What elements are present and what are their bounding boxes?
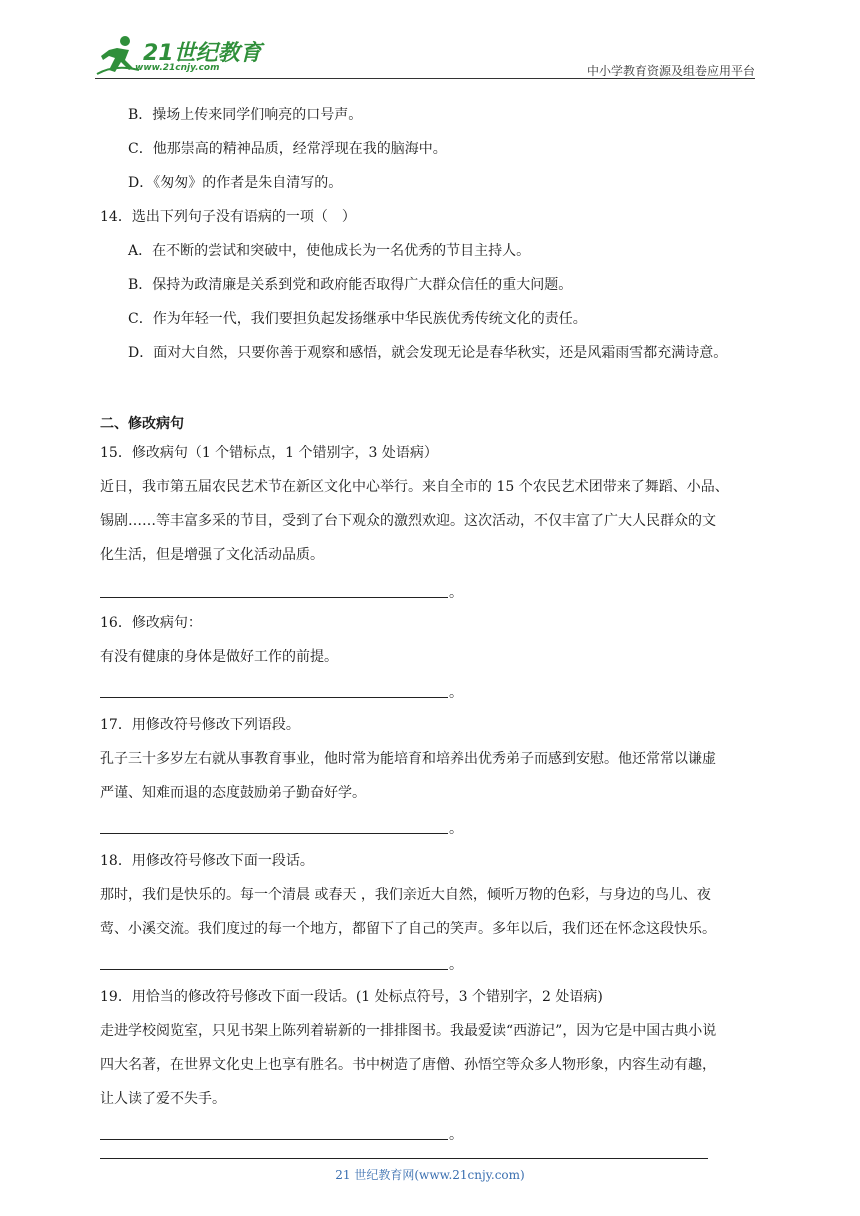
answer-rule — [100, 833, 448, 834]
q16-stem: 16．修改病句： — [100, 615, 202, 631]
platform-name: 中小学教育资源及组卷应用平台 — [586, 64, 755, 78]
q14-option-a: A．在不断的尝试和突破中，使他成长为一名优秀的节目主持人。 — [128, 243, 531, 259]
q14-option-b: B．保持为政清廉是关系到党和政府能否取得广大群众信任的重大问题。 — [128, 277, 573, 293]
answer-period: 。 — [449, 1127, 463, 1143]
q15-stem: 15．修改病句（1 个错标点，1 个错别字，3 处语病） — [100, 445, 438, 461]
answer-rule — [100, 1139, 448, 1140]
q13-option-d: D．《匆匆》的作者是朱自清写的。 — [128, 175, 343, 191]
footer-link[interactable]: 21 世纪教育网(www.21cnjy.com) — [335, 1168, 525, 1182]
answer-rule — [100, 697, 448, 698]
answer-period: 。 — [449, 585, 463, 601]
header-divider — [95, 78, 755, 79]
answer-period: 。 — [449, 957, 463, 973]
site-logo[interactable] — [95, 34, 265, 78]
answer-period: 。 — [449, 821, 463, 837]
q13-option-b: B．操场上传来同学们响亮的口号声。 — [128, 107, 363, 123]
q14-option-d: D．面对大自然，只要你善于观察和感悟，就会发现无论是春华秋实，还是风霜雨雪都充满诗意。 — [128, 345, 728, 361]
q14-option-c: C．作为年轻一代，我们要担负起发扬继承中华民族优秀传统文化的责任。 — [128, 311, 587, 327]
q14-stem: 14．选出下列句子没有语病的一项（ ） — [100, 209, 356, 225]
q19-stem: 19．用恰当的修改符号修改下面一段话。(1 处标点符号，3 个错别字，2 处语病) — [100, 989, 603, 1005]
answer-period: 。 — [449, 685, 463, 701]
q13-option-c: C．他那崇高的精神品质，经常浮现在我的脑海中。 — [128, 141, 447, 157]
q15-text-line: 近日，我市第五届农民艺术节在新区文化中心举行。来自全市的 15 个农民艺术团带来了舞蹈、小品、 — [100, 479, 729, 495]
q18-text-line: 那时，我们是快乐的。每一个清晨 或春天 ，我们亲近大自然，倾听万物的色彩，与身边的鸟儿、夜 — [100, 887, 711, 903]
logo-url: www.21cnjy.com — [135, 63, 220, 73]
q18-stem: 18．用修改符号修改下面一段话。 — [100, 853, 314, 869]
q15-text-line: 锡剧……等丰富多采的节目，受到了台下观众的激烈欢迎。这次活动，不仅丰富了广大人民群众的文 — [100, 513, 716, 529]
section-title: 二、修改病句 — [100, 416, 184, 432]
q15-text-line: 化生活，但是增强了文化活动品质。 — [100, 547, 324, 563]
q16-text-line: 有没有健康的身体是做好工作的前提。 — [100, 649, 338, 665]
q17-text-line: 孔子三十多岁左右就从事教育事业，他时常为能培育和培养出优秀弟子而感到安慰。他还常常以谦虚 — [100, 751, 716, 767]
q17-stem: 17．用修改符号修改下列语段。 — [100, 717, 300, 733]
page-header — [0, 0, 860, 80]
q19-text-line: 走进学校阅览室，只见书架上陈列着崭新的一排排图书。我最爱读“西游记”，因为它是中国古典小说 — [100, 1023, 717, 1039]
answer-rule — [100, 969, 448, 970]
footer-divider — [100, 1158, 708, 1159]
q17-text-line: 严谨、知难而退的态度鼓励弟子勤奋好学。 — [100, 785, 366, 801]
answer-rule — [100, 597, 448, 598]
q19-text-line: 四大名著，在世界文化史上也享有胜名。书中树造了唐僧、孙悟空等众多人物形象，内容生动有趣， — [100, 1057, 716, 1073]
q19-text-line: 让人读了爱不失手。 — [100, 1091, 226, 1107]
logo-text: 21世纪教育 — [143, 41, 262, 66]
q18-text-line: 莺、小溪交流。我们度过的每一个地方，都留下了自己的笑声。多年以后，我们还在怀念这段快乐。 — [100, 921, 716, 937]
